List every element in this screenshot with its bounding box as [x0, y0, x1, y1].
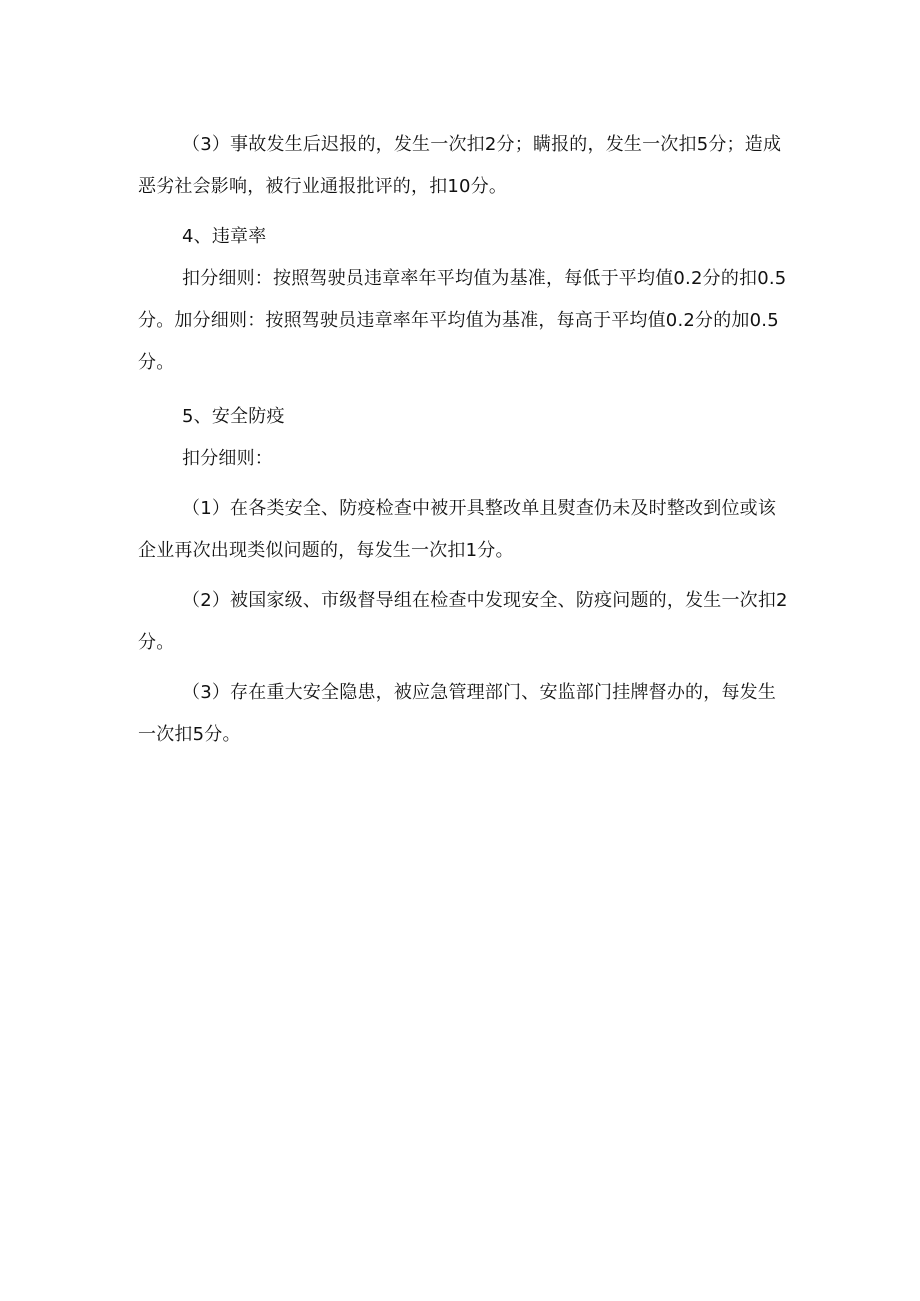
paragraph-deduction-details-label: 扣分细则：	[182, 448, 273, 469]
section-heading-violation-rate: 4、违章率	[182, 226, 267, 247]
paragraph-rule-3: （3）存在重大安全隐患，被应急管理部门、安监部门挂牌督办的，每发生一次扣5分。	[138, 682, 777, 745]
paragraph-rule-1: （1）在各类安全、防疫检查中被开具整改单且熨查仍未及时整改到位或该企业再次出现类似问题的，每发生一次扣1分。	[138, 498, 777, 561]
section-heading-safety-epidemic: 5、安全防疫	[182, 406, 285, 427]
document-content	[138, 124, 790, 756]
paragraph-accident-reporting: （3）事故发生后迟报的，发生一次扣2分；瞒报的，发生一次扣5分；造成恶劣社会影响，被行业通报批评的，扣10分。	[138, 134, 782, 197]
paragraph-rule-2: （2）被国家级、市级督导组在检查中发现安全、防疫问题的，发生一次扣2分。	[138, 590, 788, 653]
paragraph-violation-rate-rules: 扣分细则：按照驾驶员违章率年平均值为基准，每低于平均值0.2分的扣0.5分。加分细则：按照驾驶员违章率年平均值为基准，每高于平均值0.2分的加0.5分。	[138, 268, 787, 373]
